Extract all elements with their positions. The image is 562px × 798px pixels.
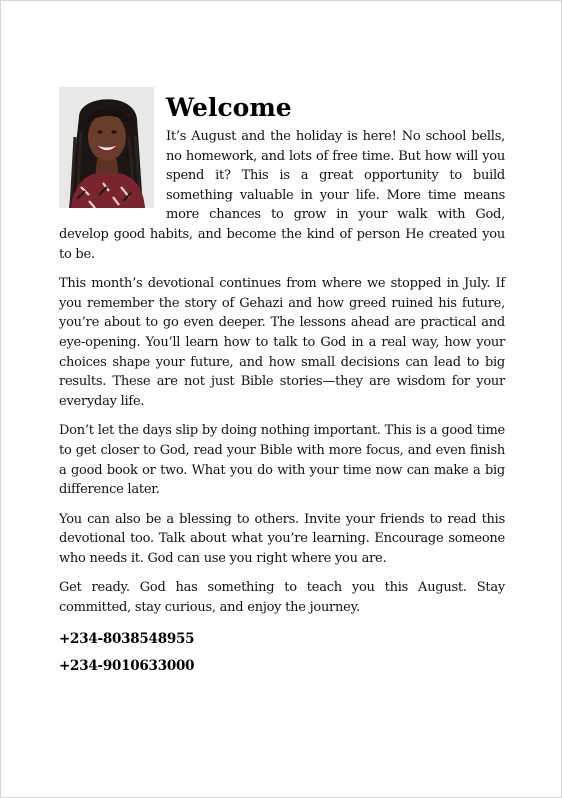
phone-number-2: +234-9010633000 [59, 657, 195, 674]
page-title: Welcome [166, 93, 292, 122]
paragraph-closing: Get ready. God has something to teach you this August. Stay committed, stay curious, and enjoy the journey. [59, 580, 505, 616]
paragraph-time: Don’t let the days slip by doing nothing important. This is a good time to get closer to God, read your Bible with more focus, and even finish a good book or two. What you do with your time now can make a big difference later. [59, 423, 505, 498]
paragraph-devotional: This month’s devotional continues from where we stopped in July. If you remember the story of Gehazi and how greed ruined his future, you’re about to go even deeper. The lessons ahead are practical and eye-opening. You’ll learn how to talk to God in a real way, how your choices shape your future, and how small decisions can lead to big results. These are not just Bible stories—they are wisdom for your everyday life. [59, 276, 505, 409]
author-portrait-image [59, 87, 154, 208]
welcome-section [59, 87, 505, 682]
phone-number-1: +234-8038548955 [59, 630, 195, 647]
paragraph-intro: It’s August and the holiday is here! No school bells, no homework, and lots of free time. But how will you spend it? This is a great opportunity to build something valuable in your life. More time means more chances to grow in your walk with God, develop good habits, and become the kind of person He created you to be. [59, 129, 505, 262]
author-photo [59, 87, 154, 208]
paragraph-blessing: You can also be a blessing to others. Invite your friends to read this devotional too. Talk about what you’re learning. Encourage someone who needs it. God can use you right where you are. [59, 511, 505, 566]
